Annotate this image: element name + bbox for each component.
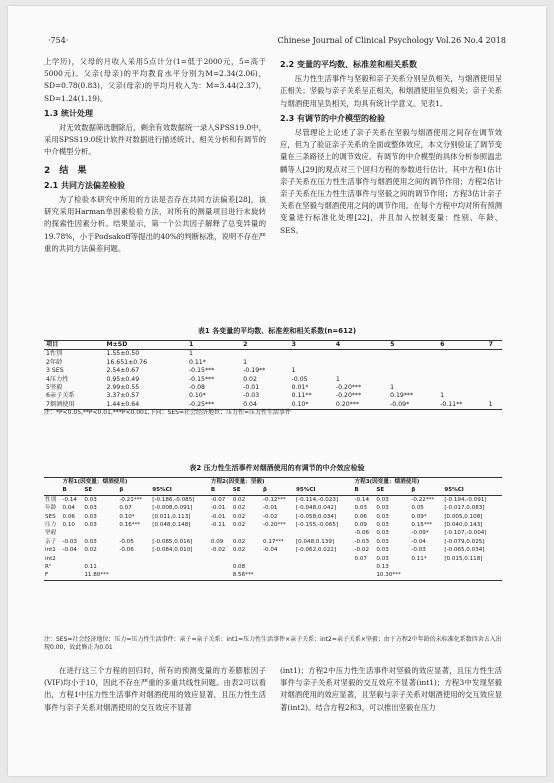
table-cell: 0.03: [376, 547, 389, 554]
table-cell: [-0.084,0.010]: [152, 547, 193, 554]
table-cell: -0.12***: [262, 496, 286, 503]
table-cell: 压力: [45, 522, 57, 529]
table-cell: 0.03: [84, 538, 97, 545]
table-cell: 2.99±0.55: [106, 384, 140, 392]
table-header: 6: [440, 341, 445, 348]
table-cell: 性别: [45, 496, 57, 503]
table2-subheader-cell: β: [119, 487, 124, 494]
table-cell: -0.08: [188, 384, 205, 392]
table-cell: 0.03: [376, 555, 389, 562]
table-cell: 亲子: [45, 538, 57, 545]
table-cell: 4压力性: [46, 375, 69, 383]
table-cell: 0.09: [210, 538, 224, 545]
table-cell: [-0.114,-0.023]: [295, 496, 339, 503]
table-cell: [151, 571, 210, 580]
table-cell: 1.44±0.64: [106, 400, 140, 408]
table-cell: -0.20***: [335, 392, 362, 400]
table-cell: [0.011,0.113]: [152, 513, 191, 520]
table-cell: 0.02: [232, 513, 246, 520]
table2-subheader-cell: SE: [376, 487, 385, 494]
table-cell: -0.05: [291, 375, 308, 383]
table-cell: [-0.017,0.083]: [444, 505, 485, 512]
table-cell: [-0.062,0.022]: [295, 547, 337, 554]
table2-body: [44, 495, 502, 580]
table-cell: -0.04: [62, 547, 77, 554]
bottom-right-column: [280, 665, 502, 714]
table-cell: F: [45, 572, 49, 579]
table-cell: [388, 359, 438, 367]
table-cell: 0.10*: [188, 392, 206, 400]
table-cell: 16.651±0.76: [106, 358, 148, 366]
table-cell: 0.09: [354, 522, 367, 529]
table-cell: 坚毅: [45, 530, 57, 537]
table-cell: [61, 571, 83, 580]
table2-subheader-cell: SE: [84, 487, 93, 494]
table-cell: [-0.085,0.016]: [152, 538, 193, 545]
table-cell: [118, 529, 151, 537]
table-cell: [151, 529, 210, 537]
table-cell: -0.15***: [188, 375, 215, 383]
table-cell: 0.10: [62, 522, 75, 529]
table-header: 5: [390, 341, 395, 348]
table-cell: int2: [45, 555, 56, 562]
table-cell: -0.01: [243, 384, 260, 392]
table-cell: [388, 376, 438, 384]
table-cell: 1: [390, 384, 394, 392]
table-cell: 0.06: [354, 513, 367, 520]
table-cell: [487, 392, 502, 400]
table-cell: 10.30***: [376, 572, 401, 579]
table-cell: [210, 529, 232, 537]
table-cell: 1: [188, 350, 193, 358]
table-cell: 1: [488, 400, 493, 408]
table-cell: -0.02: [262, 513, 278, 520]
table-cell: 0.05: [411, 505, 424, 512]
table-cell: [-0.048,0.042]: [295, 505, 337, 512]
table-cell: 0.11**: [291, 392, 312, 400]
table-cell: 0.03: [84, 505, 97, 512]
table-cell: 0.07: [119, 505, 132, 512]
table-cell: [354, 563, 376, 571]
table2-subheader-cell: β: [262, 487, 267, 494]
table-cell: [262, 563, 295, 571]
table-cell: 年龄: [45, 505, 57, 512]
journal-citation: Chinese Journal of Clinical Psychology Vol.26 No.4 2018: [277, 36, 506, 45]
table2-subheader-cell: 95%CI: [444, 487, 464, 494]
table-cell: [354, 571, 376, 580]
right-column: [280, 56, 502, 237]
table-cell: 5坚毅: [46, 384, 63, 392]
table-cell: [61, 563, 83, 571]
table-cell: [295, 563, 354, 571]
table-cell: 0.03: [84, 522, 97, 529]
table-cell: -0.25***: [188, 400, 215, 408]
left-column: [44, 56, 266, 255]
table-cell: 0.03: [376, 522, 389, 529]
table-cell: [262, 555, 295, 563]
table-cell: 1.55±0.50: [106, 350, 140, 358]
table-row: [44, 538, 502, 546]
table-cell: 0.11*: [411, 555, 427, 562]
table-cell: [438, 384, 486, 392]
table-cell: [438, 350, 486, 359]
table-cell: [-0.186,-0.085]: [152, 496, 195, 503]
table-cell: [0.040,0.143]: [444, 522, 483, 529]
table-cell: -0.04: [262, 547, 278, 554]
table-cell: -0.11**: [440, 400, 463, 408]
table-cell: 0.02: [232, 538, 246, 545]
table-cell: [210, 555, 232, 563]
table-cell: [-0.107,-0.004]: [444, 530, 487, 537]
table2-group-header: 方程2(因变量：坚毅): [210, 479, 265, 485]
table2-subheader-cell: β: [411, 487, 416, 494]
table1: [44, 340, 502, 410]
table-cell: int1: [45, 547, 56, 554]
table-cell: -0.02: [210, 547, 226, 554]
table-cell: [438, 376, 486, 384]
table-cell: 0.03: [84, 513, 97, 520]
table-cell: 0.03: [354, 505, 367, 512]
table-cell: -0.02: [354, 547, 370, 554]
paragraph: 上学历)，父母的月收入采用5点计分(1=低于2000元，5=高于5000元)。父亲(母亲)的平均教育水平分别为M=2.34(2.06)，SD=0.78(0.83)，父亲(母亲)的平均月收入为：M=3.44(2.37)，SD=1.24(1.19)。: [44, 57, 266, 103]
table-cell: 1: [440, 392, 445, 400]
table-header: 3: [291, 341, 296, 348]
table-cell: -0.01: [262, 505, 278, 512]
table-cell: [334, 350, 388, 359]
table-cell: -0.20***: [335, 384, 362, 392]
table-cell: 2.54±0.67: [106, 367, 140, 375]
table-cell: 0.02: [84, 547, 97, 554]
table2-subheader-cell: 95%CI: [152, 487, 172, 494]
table-cell: -0.22***: [411, 496, 435, 503]
table-cell: -0.03: [243, 392, 260, 400]
table-cell: 3.37±0.57: [106, 392, 140, 400]
table-cell: -0.03: [411, 547, 426, 554]
table-cell: -0.07: [210, 496, 226, 503]
table-cell: [410, 571, 443, 580]
table-cell: -0.09*: [390, 400, 410, 408]
table-cell: -0.15***: [188, 367, 215, 375]
section-heading: 1.3 统计处理: [44, 108, 93, 118]
table-cell: 0.09*: [411, 513, 427, 520]
table-cell: [232, 529, 262, 537]
table-row: [44, 495, 502, 504]
table1-caption: 表1 各变量的平均数、标准差和相关系数(n=612): [197, 327, 357, 335]
table-row: [44, 392, 502, 400]
table-cell: R²: [45, 564, 52, 571]
table-row: [44, 563, 502, 571]
table-cell: [410, 563, 443, 571]
table-header: 1: [188, 341, 194, 348]
table-cell: 1: [243, 358, 248, 366]
table-cell: 0.02: [243, 375, 257, 383]
table-row: [44, 384, 502, 392]
table-cell: [232, 555, 262, 563]
table2-subheader-cell: SE: [232, 487, 241, 494]
section-heading: 2.1 共同方法偏差检验: [44, 180, 125, 190]
table-row: [44, 513, 502, 521]
table-cell: 0.04: [243, 400, 257, 408]
paragraph: 在进行这三个方程的回归时，所有的预测变量的方差膨胀因子(VIF)均小于10，因此不存在严重的多重共线性问题。由表2可以看出，方程1中压力性生活事件对烟酒使用的效应显著，且压力性生活事件与亲子关系对烟酒使用的交互效应不显著: [44, 666, 266, 712]
table-cell: [-0.155,-0.065]: [295, 522, 339, 529]
table-header: 项目: [46, 341, 59, 348]
table-cell: 0.03: [376, 530, 389, 537]
table-row: [44, 367, 502, 375]
table-header: 4: [335, 341, 341, 348]
table-cell: [388, 350, 438, 359]
table-cell: 0.03: [376, 505, 389, 512]
table-row: [44, 376, 502, 384]
table2-subheader-cell: B: [354, 487, 359, 494]
table-cell: [0.005,0.108]: [444, 513, 483, 520]
running-header: [48, 36, 506, 45]
table-row: [44, 529, 502, 537]
table-cell: [487, 376, 502, 384]
table-cell: 0.03: [376, 513, 389, 520]
table-cell: [118, 563, 151, 571]
table2: [44, 477, 502, 581]
table-row: [44, 359, 502, 367]
table-cell: [61, 555, 83, 563]
table2-subheader-cell: B: [210, 487, 216, 494]
table1-body: [44, 350, 502, 410]
table-cell: 0.04: [62, 505, 75, 512]
table-cell: 0.16***: [119, 522, 141, 529]
table-cell: 0.02: [232, 522, 246, 529]
table-cell: [-0.008,0.091]: [152, 505, 193, 512]
page-number: ·754·: [48, 36, 69, 45]
table2-group-header: 方程3(因变量：烟酒使用): [354, 479, 420, 485]
table-cell: [290, 350, 334, 359]
table-cell: 0.20***: [335, 400, 359, 408]
section-heading: 2.2 变量的平均数、标准差和相关系数: [280, 60, 417, 69]
table-cell: -0.21***: [119, 496, 143, 503]
table-cell: [83, 555, 118, 563]
table-cell: 0.07: [354, 555, 367, 562]
table-row: [44, 546, 502, 554]
table-cell: [241, 350, 289, 359]
table-cell: [61, 529, 83, 537]
table-cell: -0.20***: [262, 522, 286, 529]
table-cell: 0.01*: [291, 384, 309, 392]
table-cell: 0.06: [62, 513, 75, 520]
table1-note: 注：*P<0.05,**P<0.01,***P<0.001,下同；SES=社会经济地位；压力性=压力性生活事件: [44, 409, 292, 416]
table-cell: 0.08: [232, 564, 246, 571]
table-row: [44, 555, 502, 563]
table-cell: 0.02: [232, 505, 246, 512]
table-cell: [210, 571, 232, 580]
section-heading: 2.3 有调节的中介模型的检验: [280, 113, 385, 123]
table-cell: [295, 571, 354, 580]
table-cell: 0.15***: [411, 522, 433, 529]
table-cell: [151, 563, 210, 571]
table-row: [44, 350, 502, 359]
table-cell: 0.11: [84, 564, 97, 571]
table-cell: 6亲子关系: [46, 392, 75, 400]
table-cell: 3 SES: [46, 367, 64, 375]
table-cell: [443, 563, 502, 571]
table-cell: -0.05: [119, 538, 134, 545]
table-cell: [0.048,0.148]: [152, 522, 191, 529]
table-cell: [295, 555, 354, 563]
table-cell: -0.14: [354, 496, 370, 503]
table-row: [44, 571, 502, 580]
table-cell: -0.09*: [411, 530, 429, 537]
table-cell: 0.03: [376, 538, 389, 545]
table-cell: [438, 359, 486, 367]
table-cell: 11.80***: [84, 572, 109, 579]
table-cell: 0.10*: [291, 400, 309, 408]
table-cell: -0.03: [354, 538, 370, 545]
table-cell: -0.06: [119, 547, 134, 554]
table-cell: 1: [335, 375, 340, 383]
table-header: 2: [243, 341, 248, 348]
table-cell: [487, 384, 502, 392]
table-cell: 7烟酒使用: [46, 400, 75, 408]
bottom-left-column: [44, 665, 266, 714]
table-cell: [118, 555, 151, 563]
table-cell: [334, 359, 388, 367]
table-cell: 0.19***: [390, 392, 414, 400]
table2-subheader-cell: B: [62, 487, 67, 494]
table-cell: [0.015,0.118]: [444, 555, 483, 562]
table-cell: 8.56***: [232, 572, 254, 579]
table-cell: -0.03: [62, 538, 77, 545]
table-header: 7: [488, 341, 493, 348]
table-cell: -0.14: [62, 496, 77, 503]
table-cell: [262, 571, 295, 580]
paragraph: 压力性生活事件与坚毅和亲子关系分别呈负相关，与烟酒使用呈正相关；坚毅与亲子关系呈正相关，和烟酒使用呈负相关；亲子关系与烟酒使用呈负相关，均具有统计学意义。见表1。: [280, 74, 502, 108]
table-cell: 0.03: [376, 496, 389, 503]
table-cell: [-0.079,0.025]: [444, 538, 485, 545]
table-cell: 0.02: [232, 496, 246, 503]
table-cell: [210, 563, 232, 571]
table-cell: SES: [45, 513, 56, 520]
table-cell: -0.19**: [243, 367, 266, 375]
paragraph: 尽管理论上论述了亲子关系在坚毅与烟酒使用之间存在调节效应，但为了验证亲子关系的全面或整体效应，本文分别验证了调节变量在三条路径上的调节效应。有调节的中介模型的具体分析参照温忠麟等人[29]的观点对三个回归方程的参数进行估计。其中方程1估计亲子关系在压力性生活事件与烟酒使用之间的调节作用；方程2估计亲子关系在压力性生活事件与坚毅之间的调节作用；方程3估计亲子关系在坚毅与烟酒使用之间的调节作用。在每个方程中均对所有预测变量进行标准化处理[22]，并且加入控制变量：性别、年龄、SES。: [280, 128, 502, 235]
table-cell: [438, 367, 486, 375]
table-cell: [-0.065,0.034]: [444, 547, 485, 554]
table2-subheader: [44, 486, 502, 495]
table-cell: [487, 367, 502, 375]
table-cell: 2年龄: [46, 358, 63, 366]
paragraph: 对无效数据筛选删除后，剩余有效数据统一录入SPSS19.0中，采用SPSS19.0统计软件对数据进行描述统计、相关分析和有调节的中介模型分析。: [44, 123, 266, 157]
table-cell: [295, 529, 354, 537]
table-row: [44, 504, 502, 512]
table-cell: 0.13: [376, 564, 389, 571]
table-cell: [290, 359, 334, 367]
table-cell: 0.17***: [262, 538, 284, 545]
table-cell: [83, 529, 118, 537]
table-cell: [443, 571, 502, 580]
paragraph: 为了检验本研究中所用的方法是否存在共同方法偏差[28]，该研究采用Harman单因素检验方法，对所有的测量项目进行未旋转的探索性因素分析。结果显示，第一个公共因子解释了总变异量的19.78%，小于Podsakoff等提出的40%的判断标准，说明不存在严重的共同方法偏差问题。: [44, 195, 266, 253]
table-cell: [151, 555, 210, 563]
table2-subheader-cell: 95%CI: [295, 487, 316, 494]
table-cell: 0.02: [232, 547, 246, 554]
table-cell: 1: [291, 367, 296, 375]
paragraph: (int1)；方程2中压力性生活事件对坚毅的效应显著，且压力性生活事件与亲子关系对坚毅的交互效应不显著(int1)；方程3中发现坚毅对烟酒使用的效应显著，且坚毅与亲子关系对烟酒使用的交互效应显著(int2)。结合方程2和3，可以推出坚毅在压力: [280, 666, 502, 712]
table-cell: [-0.058,0.034]: [295, 513, 337, 520]
table-cell: [118, 571, 151, 580]
table-cell: [388, 367, 438, 375]
table-cell: -0.11: [210, 522, 226, 529]
table-cell: 0.10*: [119, 513, 135, 520]
table2-note: 注：SES=社会经济地位；压力=压力性生活事件；亲子=亲子关系；int1=压力性生活事件×亲子关系；int2=亲子关系×坚毅；由于方程2中年龄的未标准化系数四舍五入出现0.00，故此修正为0.01: [44, 636, 502, 651]
table-cell: [-0.194,-0.091]: [444, 496, 487, 503]
table2-caption: 表2 压力性生活事件对烟酒使用的有调节的中介效应检验: [189, 464, 365, 472]
section-heading: 2 结 果: [44, 165, 90, 176]
table-cell: [487, 359, 502, 367]
table-row: [44, 521, 502, 529]
table2-group-header: 方程1(因变量：烟酒使用): [62, 479, 128, 485]
table-cell: -0.04: [411, 538, 426, 545]
table-cell: -0.01: [210, 513, 226, 520]
table-cell: 0.11*: [188, 358, 206, 366]
table-header: M±SD: [106, 341, 128, 348]
table-cell: 1性别: [46, 350, 63, 358]
table-cell: [334, 367, 388, 375]
table-cell: [262, 529, 295, 537]
table-cell: [0.048,0.139]: [295, 538, 335, 545]
table-cell: -0.01: [210, 505, 226, 512]
table-cell: 0.03: [84, 496, 97, 503]
table-cell: -0.06: [354, 530, 370, 537]
table-cell: [487, 350, 502, 359]
table-cell: 0.95±0.49: [106, 375, 140, 383]
